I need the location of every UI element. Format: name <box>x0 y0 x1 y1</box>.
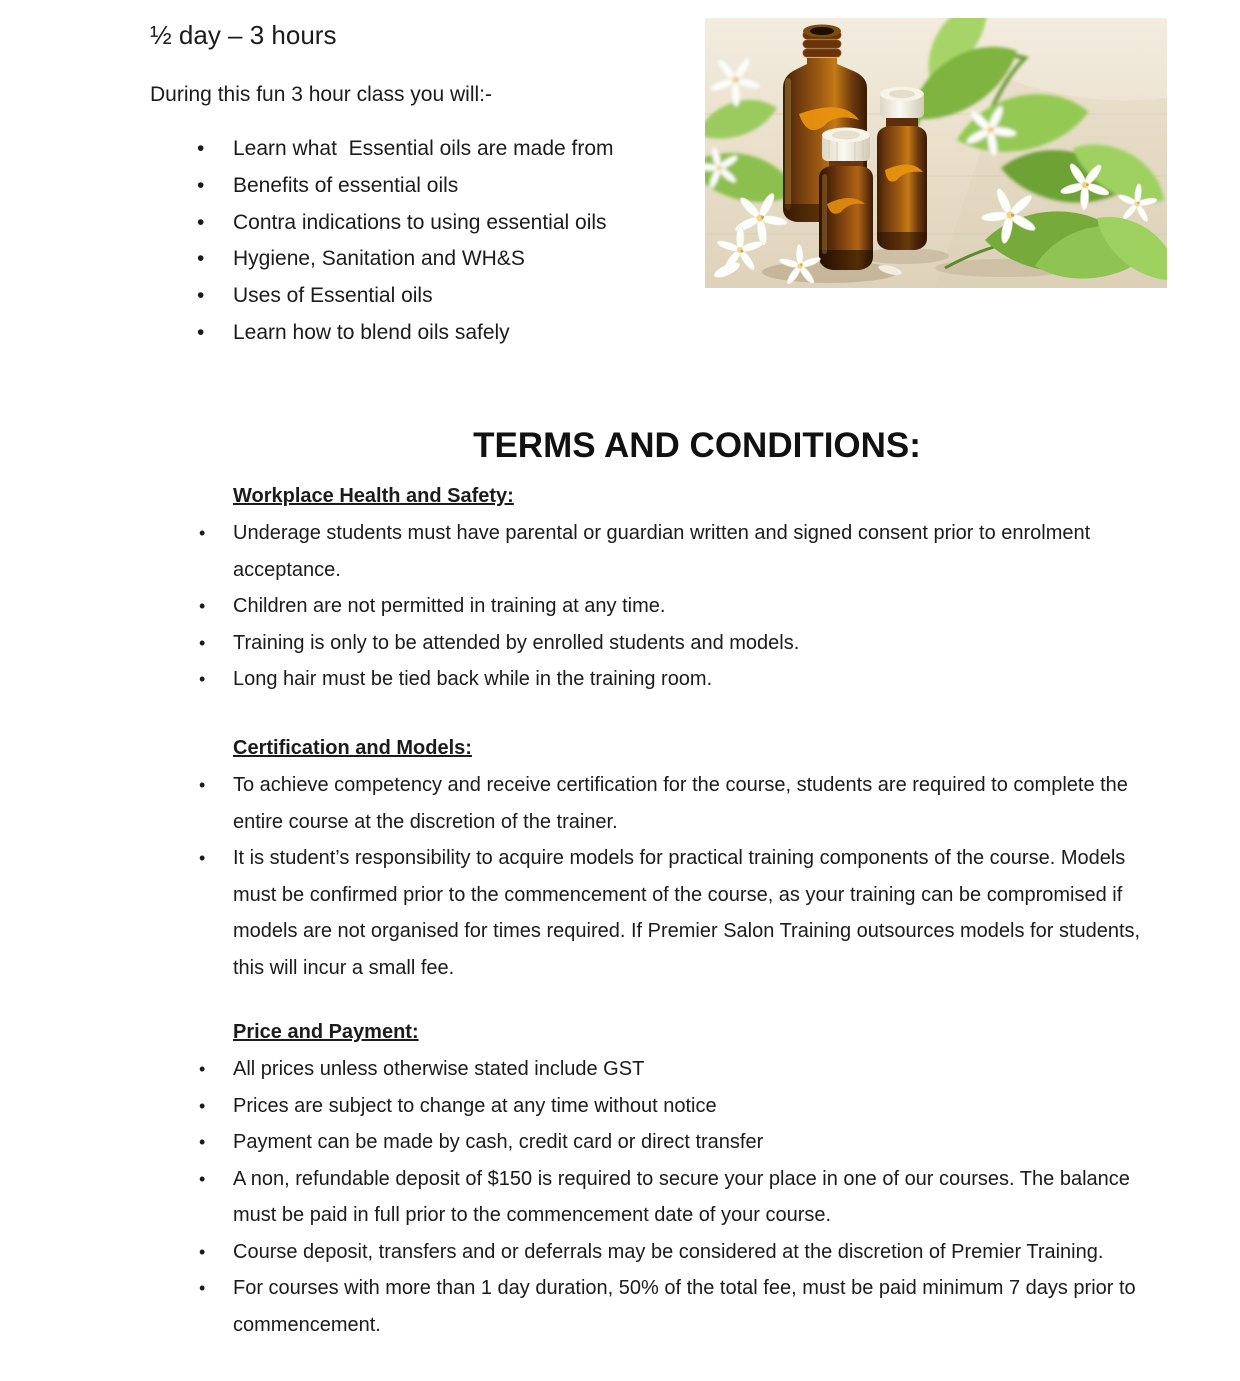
term-item: • It is student’s responsibility to acquire models for practical training components of the course. Models must be confirmed prior to the commencement of the course, as your training can be compromised if models are not organised for times required. If Premier Salon Training outsources models for students, this will incur a small fee. <box>195 840 1148 986</box>
term-item: • Prices are subject to change at any time without notice <box>195 1088 1148 1125</box>
topic-item: • Hygiene, Sanitation and WH&S <box>195 241 815 278</box>
section-price-and-payment <box>233 1014 1183 1343</box>
section-certification-and-models <box>233 730 1183 986</box>
topic-item: • Learn what Essential oils are made from <box>195 131 815 168</box>
bottle-medium <box>877 87 927 250</box>
topic-item: • Uses of Essential oils <box>195 278 815 315</box>
term-item: • All prices unless otherwise stated include GST <box>195 1051 1148 1088</box>
term-item: • For courses with more than 1 day duration, 50% of the total fee, must be paid minimum 7 days prior to commencement. <box>195 1270 1148 1343</box>
term-item: • Training is only to be attended by enrolled students and models. <box>195 625 1148 662</box>
page-title: ½ day – 3 hours <box>150 20 337 50</box>
intro-lead: During this fun 3 hour class you will:- <box>150 83 492 106</box>
topic-item: • Learn how to blend oils safely <box>195 315 815 352</box>
term-item: • Course deposit, transfers and or deferrals may be considered at the discretion of Premier Training. <box>195 1234 1148 1271</box>
terms-and-conditions-heading: TERMS AND CONDITIONS: <box>473 426 921 465</box>
terms-list <box>195 515 1148 698</box>
term-item: • Children are not permitted in training at any time. <box>195 588 1148 625</box>
term-item: • A non, refundable deposit of $150 is required to secure your place in one of our courses. The balance must be paid in full prior to the commencement date of your course. <box>195 1161 1148 1234</box>
terms-list <box>195 767 1148 986</box>
section-heading: Certification and Models: <box>233 737 472 759</box>
topic-item: • Benefits of essential oils <box>195 168 815 205</box>
essential-oils-illustration <box>705 18 1167 288</box>
term-item: • Underage students must have parental or guardian written and signed consent prior to enrolment acceptance. <box>195 515 1148 588</box>
term-item: • To achieve competency and receive certification for the course, students are required to complete the entire course at the discretion of the trainer. <box>195 767 1148 840</box>
section-heading: Workplace Health and Safety: <box>233 485 514 507</box>
terms-list <box>195 1051 1148 1343</box>
essential-oils-photo <box>705 18 1167 288</box>
section-workplace-health-and-safety <box>233 478 1183 698</box>
term-item: • Payment can be made by cash, credit card or direct transfer <box>195 1124 1148 1161</box>
topic-item: • Contra indications to using essential oils <box>195 205 815 242</box>
bottle-small <box>819 128 873 271</box>
section-heading: Price and Payment: <box>233 1021 419 1043</box>
term-item: • Long hair must be tied back while in the training room. <box>195 661 1148 698</box>
